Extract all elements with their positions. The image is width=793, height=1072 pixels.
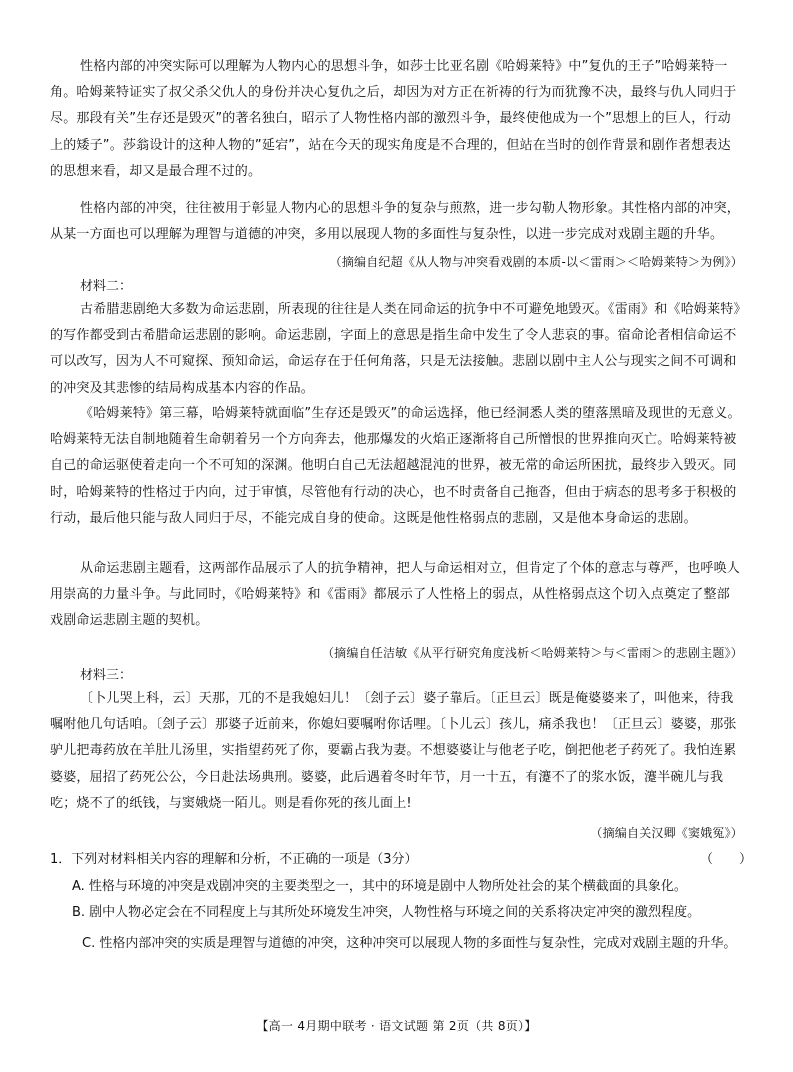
material-two-paragraph-2: 《哈姆莱特》第三幕，哈姆莱特就面临”生存还是毁灭”的命运选择，他已经洞悉人类的堕落黑暗及现世的无意义。哈姆莱特无法自制地随着生命朝着另一个方向奔去，他那爆发的火焰正逐渐将自己所憎恨的世界推向灭亡。哈姆莱特被自己的命运驱使着走向一个不可知的深渊。他明白自己无法超越混沌的世界，被无常的命运所困扰，最终步入毁灭。同时，哈姆莱特的性格过于内向，过于审慎，尽管他有行动的决心，也不时责备自己拖沓，但由于病态的思考多于积极的行动，最后他只能与敌人同归于尽，不能完成自身的使命。这既是他性格弱点的悲剧，又是他本身命运的悲剧。 bbox=[50, 406, 741, 526]
paragraph-conflict-2: 性格内部的冲突，往往被用于彰显人物内心的思想斗争的复杂与煎熬，进一步勾勒人物形象。其性格内部的冲突，从某一方面也可以理解为理智与道德的冲突，多用以展现人物的多面性与复杂性，以进一步完成对戏剧主题的升华。 bbox=[50, 201, 741, 243]
source-citation-2: （摘编自任洁敏《从平行研究角度浅析＜哈姆莱特＞与＜雷雨＞的悲剧主题》） bbox=[321, 646, 743, 660]
material-three-paragraph: 〔卜儿哭上科，云〕天那，兀的不是我媳妇儿！〔刽子云〕婆子靠后。〔正旦云〕既是俺婆婆来了，叫他来，待我嘱咐他几句话咱。〔刽子云〕那婆子近前来，你媳妇要嘱咐你话哩。〔卜儿云〕孩儿，痛杀我也！〔正旦云〕婆婆，那张驴儿把毒药放在羊肚儿汤里，实指望药死了你，要霸占我为妻。不想婆婆让与他老子吃，倒把他老子药死了。我怕连累婆婆，屈招了药死公公，今日赴法场典刑。婆婆，此后遇着冬时年节，月一十五，有瀽不了的浆水饭，瀽半碗儿与我吃；烧不了的纸钱，与窦娥烧一陌儿。则是看你死的孩儿面上! bbox=[50, 691, 737, 811]
material-two-paragraph-1: 古希腊悲剧绝大多数为命运悲剧，所表现的往往是人类在同命运的抗争中不可避免地毁灭。《雷雨》和《哈姆莱特》的写作都受到古希腊命运悲剧的影响。命运悲剧，字面上的意思是指生命中发生了令人悲哀的事。宿命论者相信命运不可以改写，因为人不可窥探、预知命运，命运存在于任何角落，只是无法接触。悲剧以剧中主人公与现实之间不可调和的冲突及其悲惨的结局构成基本内容的作品。 bbox=[50, 302, 741, 396]
source-citation-3: （摘编自关汉卿《窦娥冤》） bbox=[590, 826, 743, 840]
material-three-label: 材料三： bbox=[80, 668, 133, 683]
paragraph-conflict-1: 性格内部的冲突实际可以理解为人物内心的思想斗争，如莎士比亚名剧《哈姆莱特》中”复仇的王子”哈姆莱特一角。哈姆莱特证实了叔父杀父仇人的身份并决心复仇之后，却因为对方正在祈祷的行为而犹豫不决，最终与仇人同归于尽。那段有关”生存还是毁灭”的著名独白，昭示了人物性格内部的激烈斗争，最终使他成为一个”思想上的巨人，行动上的矮子”。莎翁设计的这种人物的”延宕”，站在今天的现实角度是不合理的，但站在当时的创作背景和剧作者想表达的思想来看，却又是最合理不过的。 bbox=[50, 59, 737, 179]
page-footer: 【高一 4月期中联考 · 语文试题 第 2页（共 8页）】 bbox=[256, 1019, 537, 1033]
option-a: A. 性格与环境的冲突是戏剧冲突的主要类型之一，其中的环境是剧中人物所处社会的某个横截面的具象化。 bbox=[72, 879, 687, 894]
source-citation-1: （摘编自纪超《从人物与冲突看戏剧的本质-以＜雷雨＞＜哈姆莱特＞为例》） bbox=[329, 255, 743, 269]
option-c: C. 性格内部冲突的实质是理智与道德的冲突，这种冲突可以展现人物的多面性与复杂性，完成对戏剧主题的升华。 bbox=[82, 936, 737, 951]
option-b: B. 剧中人物必定会在不同程度上与其所处环境发生冲突，人物性格与环境之间的关系将决定冲突的激烈程度。 bbox=[72, 905, 701, 920]
material-two-paragraph-3: 从命运悲剧主题看，这两部作品展示了人的抗争精神，把人与命运相对立，但肯定了个体的意志与尊严，也呼唤人用崇高的力量斗争。与此同时，《哈姆莱特》和《雷雨》都展示了人性格上的弱点，从性格弱点这个切入点奠定了整部戏剧命运悲剧主题的契机。 bbox=[50, 561, 741, 629]
answer-parentheses: （ ） bbox=[700, 852, 753, 867]
question-stem: 1．下列对材料相关内容的理解和分析，不正确的一项是（3分） bbox=[50, 852, 418, 867]
material-two-label: 材料二： bbox=[80, 279, 133, 294]
